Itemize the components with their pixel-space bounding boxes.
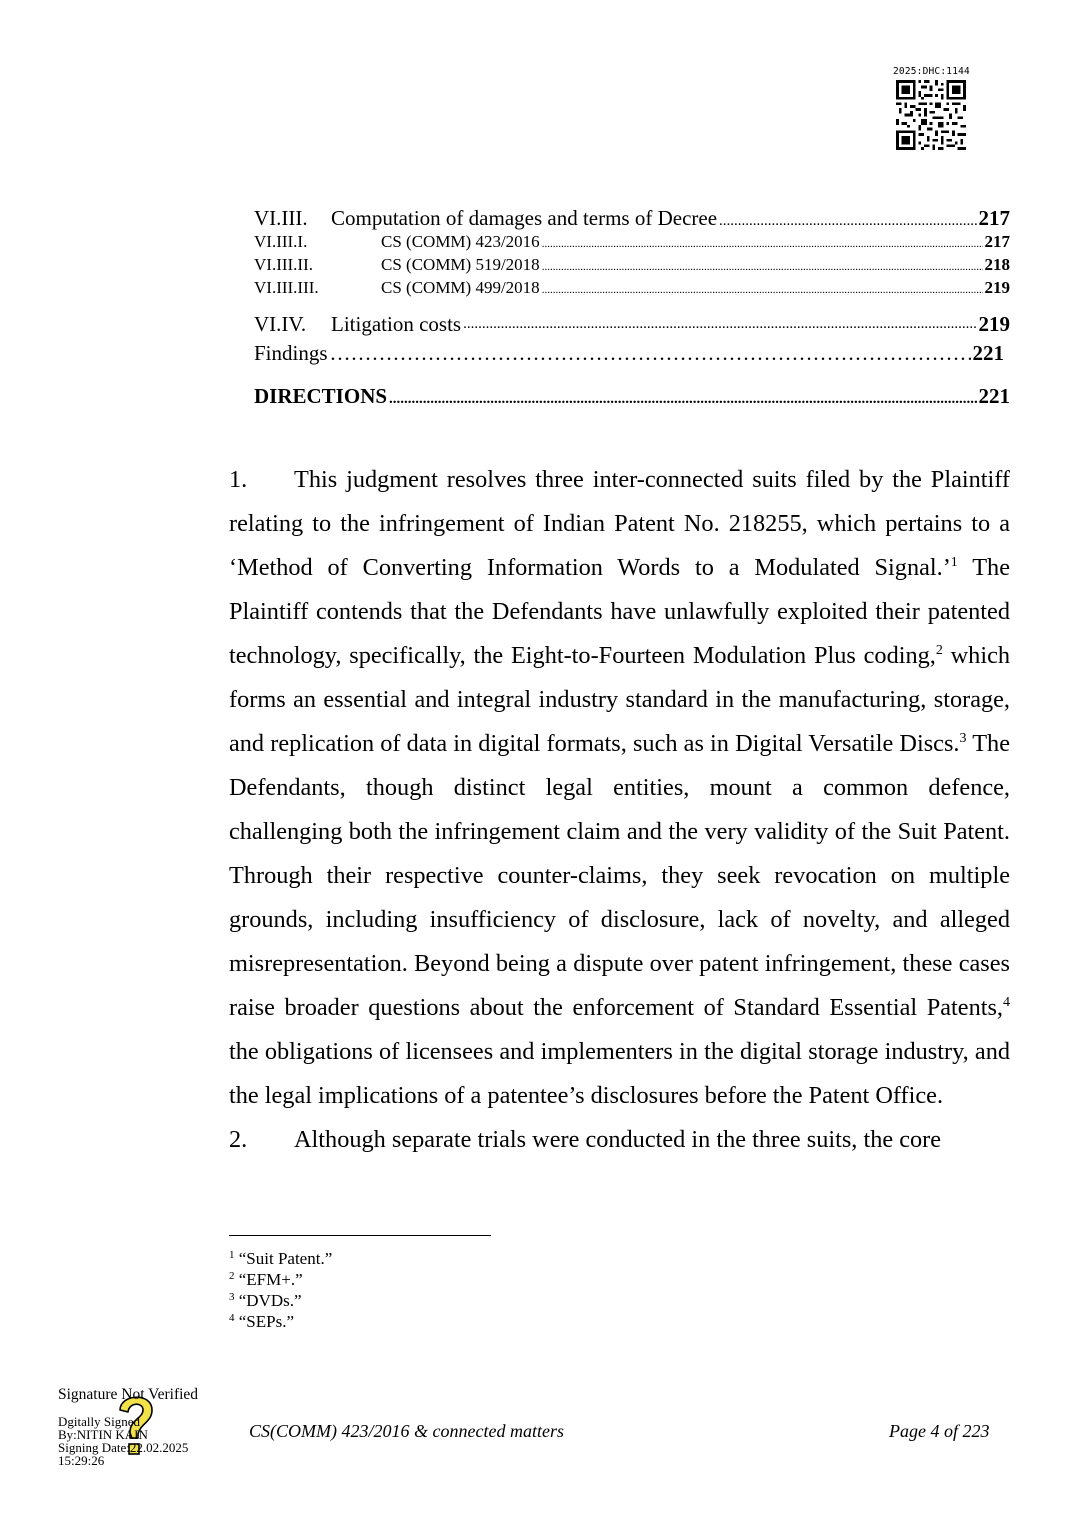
paragraph-text: the obligations of licensees and implementers in the digital storage industry, and the legal implications of a patentee’s disclosures before the Patent Office. <box>229 1038 1010 1109</box>
digital-signature-block <box>58 1386 228 1472</box>
toc-entry-title: Findings <box>254 341 328 365</box>
paragraph-text: The Plaintiff contends that the Defendants have unlawfully exploited their patented technology, specifically, the Eight-to-Fourteen Modulation Plus coding, <box>229 554 1010 669</box>
paragraph-text: Although separate trials were conducted in the three suits, the core <box>294 1126 942 1153</box>
toc-entry <box>254 206 1010 232</box>
footnote-ref[interactable]: 2 <box>935 643 943 658</box>
table-of-contents <box>254 206 1010 409</box>
footnote-text: “Suit Patent.” <box>238 1249 333 1268</box>
toc-entry <box>254 232 1010 255</box>
toc-entry-number: VI.III.I. <box>254 232 308 251</box>
footnote-number: 2 <box>229 1270 235 1282</box>
toc-entry-page: 217 <box>984 232 1010 251</box>
footnote <box>229 1269 332 1290</box>
signature-line: Dgitally Signed <box>58 1414 140 1429</box>
toc-entry-page: 221 <box>972 341 1004 365</box>
toc-leader-dots <box>542 284 983 296</box>
paragraph-number: 1. <box>229 466 248 493</box>
footnote <box>229 1290 332 1311</box>
footnote-text: “SEPs.” <box>238 1312 294 1331</box>
signature-status: Signature Not Verified <box>58 1386 199 1403</box>
signature-date: Signing Date:22.02.2025 <box>58 1440 189 1455</box>
toc-entry-number: VI.III. <box>254 206 308 230</box>
toc-entry <box>254 255 1010 278</box>
toc-leader-dots <box>463 316 976 333</box>
toc-entry <box>254 278 1010 301</box>
footnotes <box>229 1248 332 1332</box>
toc-entry-number: VI.III.III. <box>254 278 319 297</box>
toc-entry-number: VI.III.II. <box>254 255 313 274</box>
toc-entry-page: 219 <box>984 278 1010 297</box>
toc-entry-page: 219 <box>978 311 1010 336</box>
paragraph-1 <box>229 458 1010 1118</box>
neutral-citation: 2025:DHC:1144 <box>893 66 970 77</box>
toc-entry-title: CS (COMM) 519/2018 <box>381 255 540 274</box>
signature-time: 15:29:26 <box>58 1453 105 1468</box>
toc-entry-number: VI.IV. <box>254 311 307 336</box>
paragraph-number: 2. <box>229 1126 248 1153</box>
footer-page-number: Page 4 of 223 <box>889 1421 990 1441</box>
toc-leader-dots <box>389 391 976 408</box>
footnote-ref[interactable]: 1 <box>950 555 958 570</box>
toc-entry-title: CS (COMM) 499/2018 <box>381 278 540 297</box>
paragraph-text: The Defendants, though distinct legal entities, mount a common defence, challenging both the infringement claim and the very validity of the Suit Patent. Through their respective counter-claims, they seek revocation on multiple grounds, including insufficiency of disclosure, lack of novelty, and alleged misrepresentation. Beyond being a dispute over patent infringement, these cases raise broader questions about the enforcement of Standard Essential Patents, <box>229 730 1010 1021</box>
toc-entry-title: Litigation costs <box>331 311 462 336</box>
toc-leader-dots <box>542 238 983 250</box>
toc-entry-title: DIRECTIONS <box>254 384 388 408</box>
toc-leader-dots <box>719 213 976 230</box>
toc-leader-dots <box>330 341 971 366</box>
footnote-ref[interactable]: 3 <box>959 731 967 746</box>
signature-signer: By:NITIN KAIN <box>58 1427 148 1442</box>
toc-leader-dots <box>542 261 983 273</box>
footnote-number: 1 <box>229 1249 235 1261</box>
toc-entry-title: CS (COMM) 423/2016 <box>381 232 540 251</box>
toc-entry-title: Computation of damages and terms of Decree <box>331 206 718 230</box>
toc-entry-page: 217 <box>978 206 1010 230</box>
paragraph-text: This judgment resolves three inter-connected suits filed by the Plaintiff relating to the infringement of Indian Patent No. 218255, which pertains to a ‘Method of Converting Information Words to a Modulated Signal.’ <box>229 466 1010 581</box>
footnote-ref[interactable]: 4 <box>1003 995 1010 1010</box>
paragraph-2 <box>229 1118 1010 1162</box>
footnote <box>229 1248 332 1269</box>
toc-entry-findings <box>254 341 1010 377</box>
footer-case-number: CS(COMM) 423/2016 & connected matters <box>249 1421 564 1441</box>
toc-entry-directions <box>254 384 1010 409</box>
footnote-separator <box>229 1235 491 1236</box>
toc-entry <box>254 307 1010 341</box>
paragraph-text: which forms an essential and integral industry standard in the manufacturing, storage, and replication of data in digital formats, such as in Digital Versatile Discs. <box>229 642 1011 757</box>
qr-code-icon <box>896 80 966 150</box>
footnote-text: “DVDs.” <box>238 1291 302 1310</box>
toc-entry-page: 221 <box>978 384 1010 408</box>
footnote-number: 3 <box>229 1291 235 1303</box>
footnote <box>229 1311 332 1332</box>
footnote-number: 4 <box>229 1312 235 1324</box>
qr-code <box>893 66 969 150</box>
toc-entry-page: 218 <box>984 255 1010 274</box>
judgment-body <box>229 458 1010 1162</box>
footnote-text: “EFM+.” <box>238 1270 303 1289</box>
